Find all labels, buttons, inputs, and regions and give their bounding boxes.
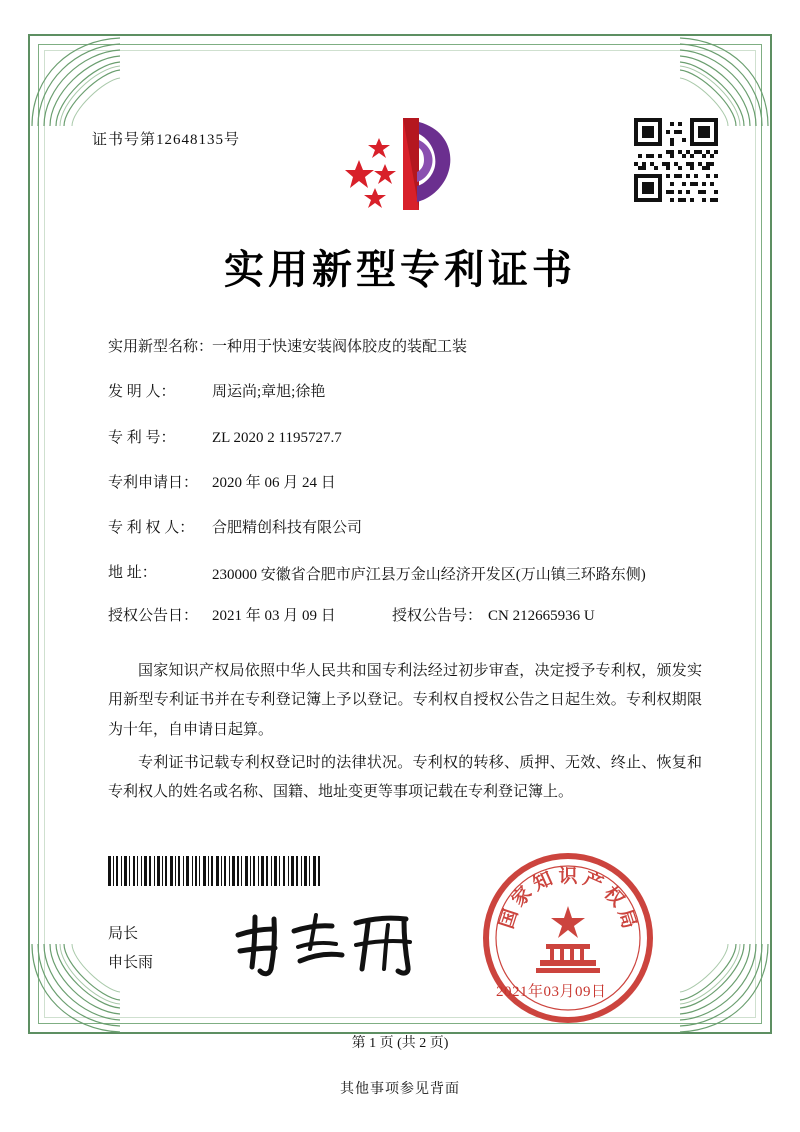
field-row-name [108, 336, 708, 359]
field-row-patent-number [108, 427, 708, 450]
body-text [108, 657, 702, 811]
paragraph-1: 国家知识产权局依照中华人民共和国专利法经过初步审查，决定授予专利权，颁发实用新型专利证书并在专利登记簿上予以登记。专利权自授权公告之日起生效。专利权期限为十年，自申请日起算。 [108, 663, 702, 738]
field-value: 一种用于快速安装阀体胶皮的装配工装 [212, 339, 468, 355]
handwritten-signature [228, 905, 428, 977]
field-value: 230000 安徽省合肥市庐江县万金山经济开发区(万山镇三环路东侧) [212, 567, 646, 584]
signature-role: 局长 [108, 926, 139, 942]
field-label: 实用新型名称： [108, 339, 214, 355]
official-seal [478, 848, 658, 1028]
field-value: 2020 年 06 月 24 日 [212, 474, 336, 491]
field-row-publication [108, 605, 708, 628]
field-label: 专 利 权 人： [108, 520, 195, 536]
svg-text:产: 产 [580, 868, 606, 896]
field-row-address [108, 562, 708, 588]
footnote: 其他事项参见背面 [340, 1082, 460, 1097]
field-label: 地 址： [108, 565, 157, 582]
certificate-number: 证书号第12648135号 [92, 132, 241, 148]
svg-text:知: 知 [530, 868, 556, 896]
field-row-application-date [108, 472, 708, 495]
field-label: 专利申请日： [108, 474, 199, 491]
page-number: 第 1 页 (共 2 页) [351, 1036, 449, 1051]
paragraph-2: 专利证书记载专利权登记时的法律状况。专利权的转移、质押、无效、终止、恢复和专利权人的姓名或名称、国籍、地址变更等事项记载在专利登记簿上。 [108, 754, 702, 800]
field-row-inventor [108, 381, 708, 404]
publication-number-label: 授权公告号： [392, 607, 483, 624]
svg-text:国: 国 [496, 906, 523, 932]
field-label: 发 明 人： [108, 384, 176, 401]
publication-date-label: 授权公告日： [108, 607, 199, 624]
svg-text:局: 局 [613, 906, 640, 932]
field-label: 专 利 号： [108, 429, 176, 446]
publication-date-value: 2021 年 03 月 09 日 [212, 607, 336, 624]
svg-text:权: 权 [599, 882, 628, 911]
field-value: ZL 2020 2 1195727.7 [212, 429, 342, 446]
field-value: 周运尚;章旭;徐艳 [212, 384, 326, 401]
seal-date: 2021年03月09日 [496, 984, 607, 1000]
publication-number-value: CN 212665936 U [488, 607, 595, 624]
svg-text:识: 识 [558, 866, 578, 887]
page-title: 实用新型专利证书 [224, 247, 576, 292]
qr-code-icon [634, 118, 718, 202]
signature-block [108, 920, 153, 977]
svg-text:家: 家 [508, 882, 537, 911]
field-row-patentee [108, 517, 708, 540]
barcode-icon [108, 856, 320, 886]
field-value: 合肥精创科技有限公司 [212, 520, 363, 536]
field-list [108, 336, 708, 638]
signature-name: 申长雨 [108, 954, 154, 971]
cnipa-logo-icon [345, 112, 465, 220]
